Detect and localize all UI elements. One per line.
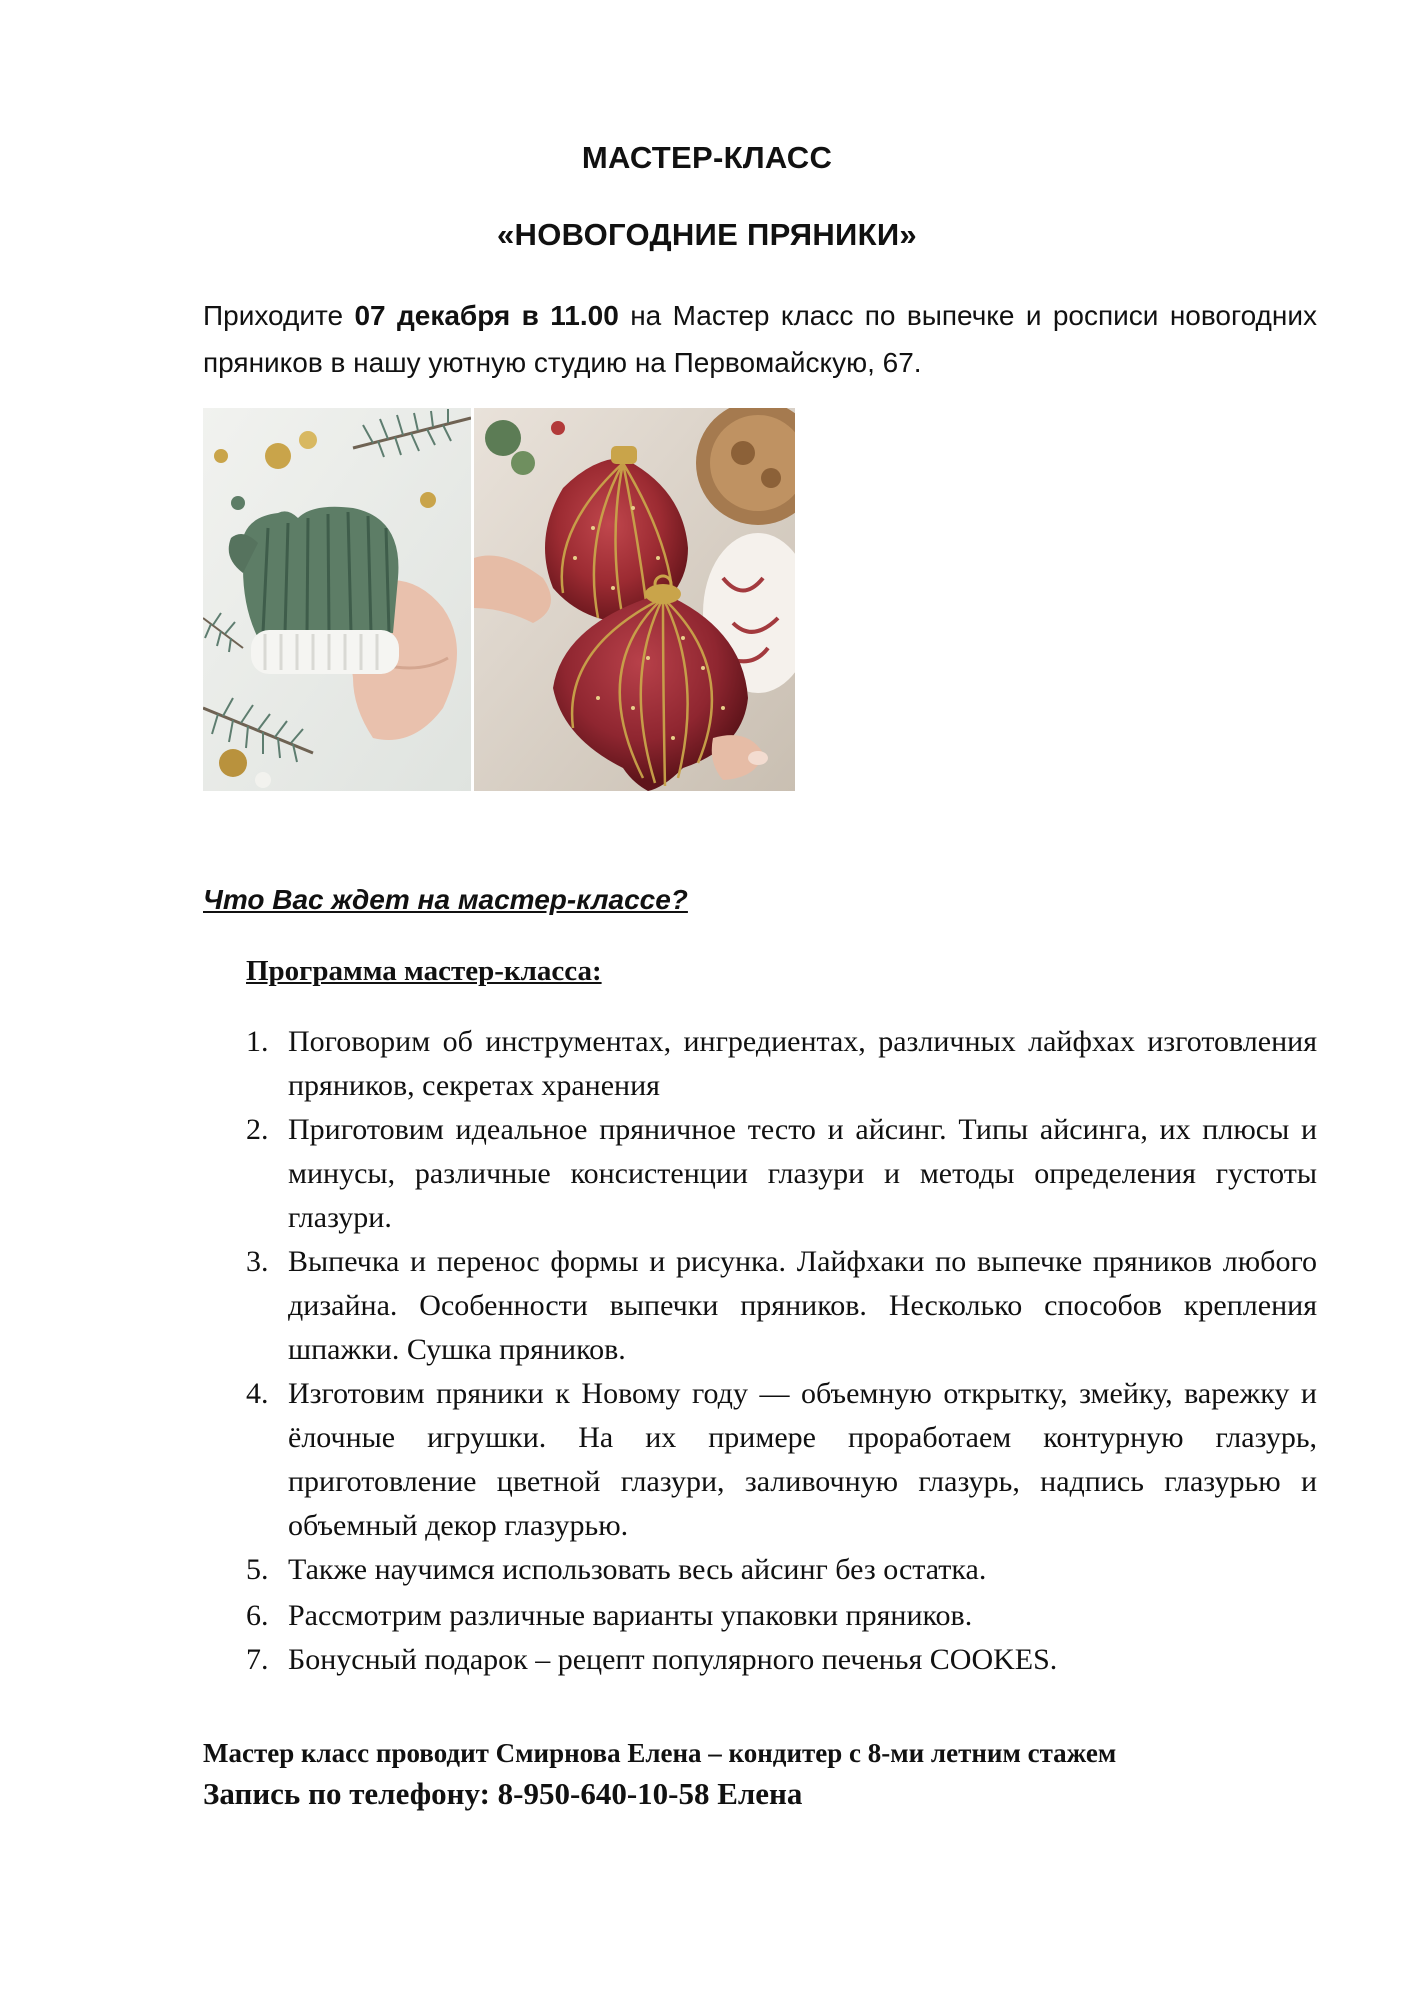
program-item-text: Поговорим об инструментах, ингредиентах, различных лайфхах изготовления пряников, секретах хранения: [288, 1025, 1317, 1102]
program-item-text: Выпечка и перенос формы и рисунка. Лайфхаки по выпечке пряников любого дизайна. Особенности выпечки пряников. Несколько способов крепления шпажки. Сушка пряников.: [288, 1245, 1317, 1366]
program-item-text: Бонусный подарок – рецепт популярного печенья COOKES.: [288, 1643, 1058, 1676]
program-item: [246, 1548, 1317, 1592]
program-item: [246, 1108, 1317, 1240]
program-list: [246, 1020, 1317, 1682]
program-item-number: 4.: [246, 1377, 269, 1410]
program-item-text: Также научимся использовать весь айсинг без остатка.: [288, 1553, 987, 1586]
program-item: [246, 1638, 1317, 1682]
intro-paragraph: [203, 292, 1317, 386]
mitten-cookie: [229, 507, 399, 674]
program-item-number: 3.: [246, 1245, 269, 1278]
intro-prefix: Приходите: [203, 300, 355, 331]
program-item-text: Приготовим идеальное пряничное тесто и айсинг. Типы айсинга, их плюсы и минусы, различные консистенции глазури и методы определения густоты глазури.: [288, 1113, 1317, 1234]
program-item-number: 7.: [246, 1643, 269, 1676]
contact-phone: Запись по телефону: 8-950-640-10-58 Елена: [203, 1776, 803, 1811]
mitten-panel: [203, 408, 471, 791]
program-item: [246, 1372, 1317, 1548]
program-item: [246, 1594, 1317, 1638]
ornament-panel: [474, 408, 795, 791]
page-title-line1: МАСТЕР-КЛАСС: [581, 140, 833, 175]
program-item-text: Рассмотрим различные варианты упаковки пряников.: [288, 1599, 973, 1632]
program-item-number: 1.: [246, 1025, 269, 1058]
program-item-number: 2.: [246, 1113, 269, 1146]
intro-suffix: на Мастер класс по выпечке и росписи новогодних пряников в нашу уютную студию на Первомайскую, 67.: [203, 300, 1317, 378]
host-info: Мастер класс проводит Смирнова Елена – кондитер с 8-ми летним стажем: [203, 1738, 1117, 1768]
program-heading: Программа мастер-класса:: [246, 955, 602, 987]
program-item-text: Изготовим пряники к Новому году — объемную открытку, змейку, варежку и ёлочные игрушки. На их примере проработаем контурную глазурь, приготовление цветной глазури, заливочную глазурь, надпись глазурью и объемный декор глазурью.: [288, 1377, 1317, 1542]
program-item: [246, 1020, 1317, 1108]
program-item: [246, 1240, 1317, 1372]
page-title-line2: «НОВОГОДНИЕ ПРЯНИКИ»: [497, 217, 917, 252]
program-item-number: 6.: [246, 1599, 269, 1632]
what-awaits-question: Что Вас ждет на мастер-классе?: [203, 884, 688, 915]
gingerbread-photo: [203, 408, 795, 791]
program-item-number: 5.: [246, 1553, 269, 1586]
intro-date: 07 декабря в 11.00: [354, 300, 619, 331]
